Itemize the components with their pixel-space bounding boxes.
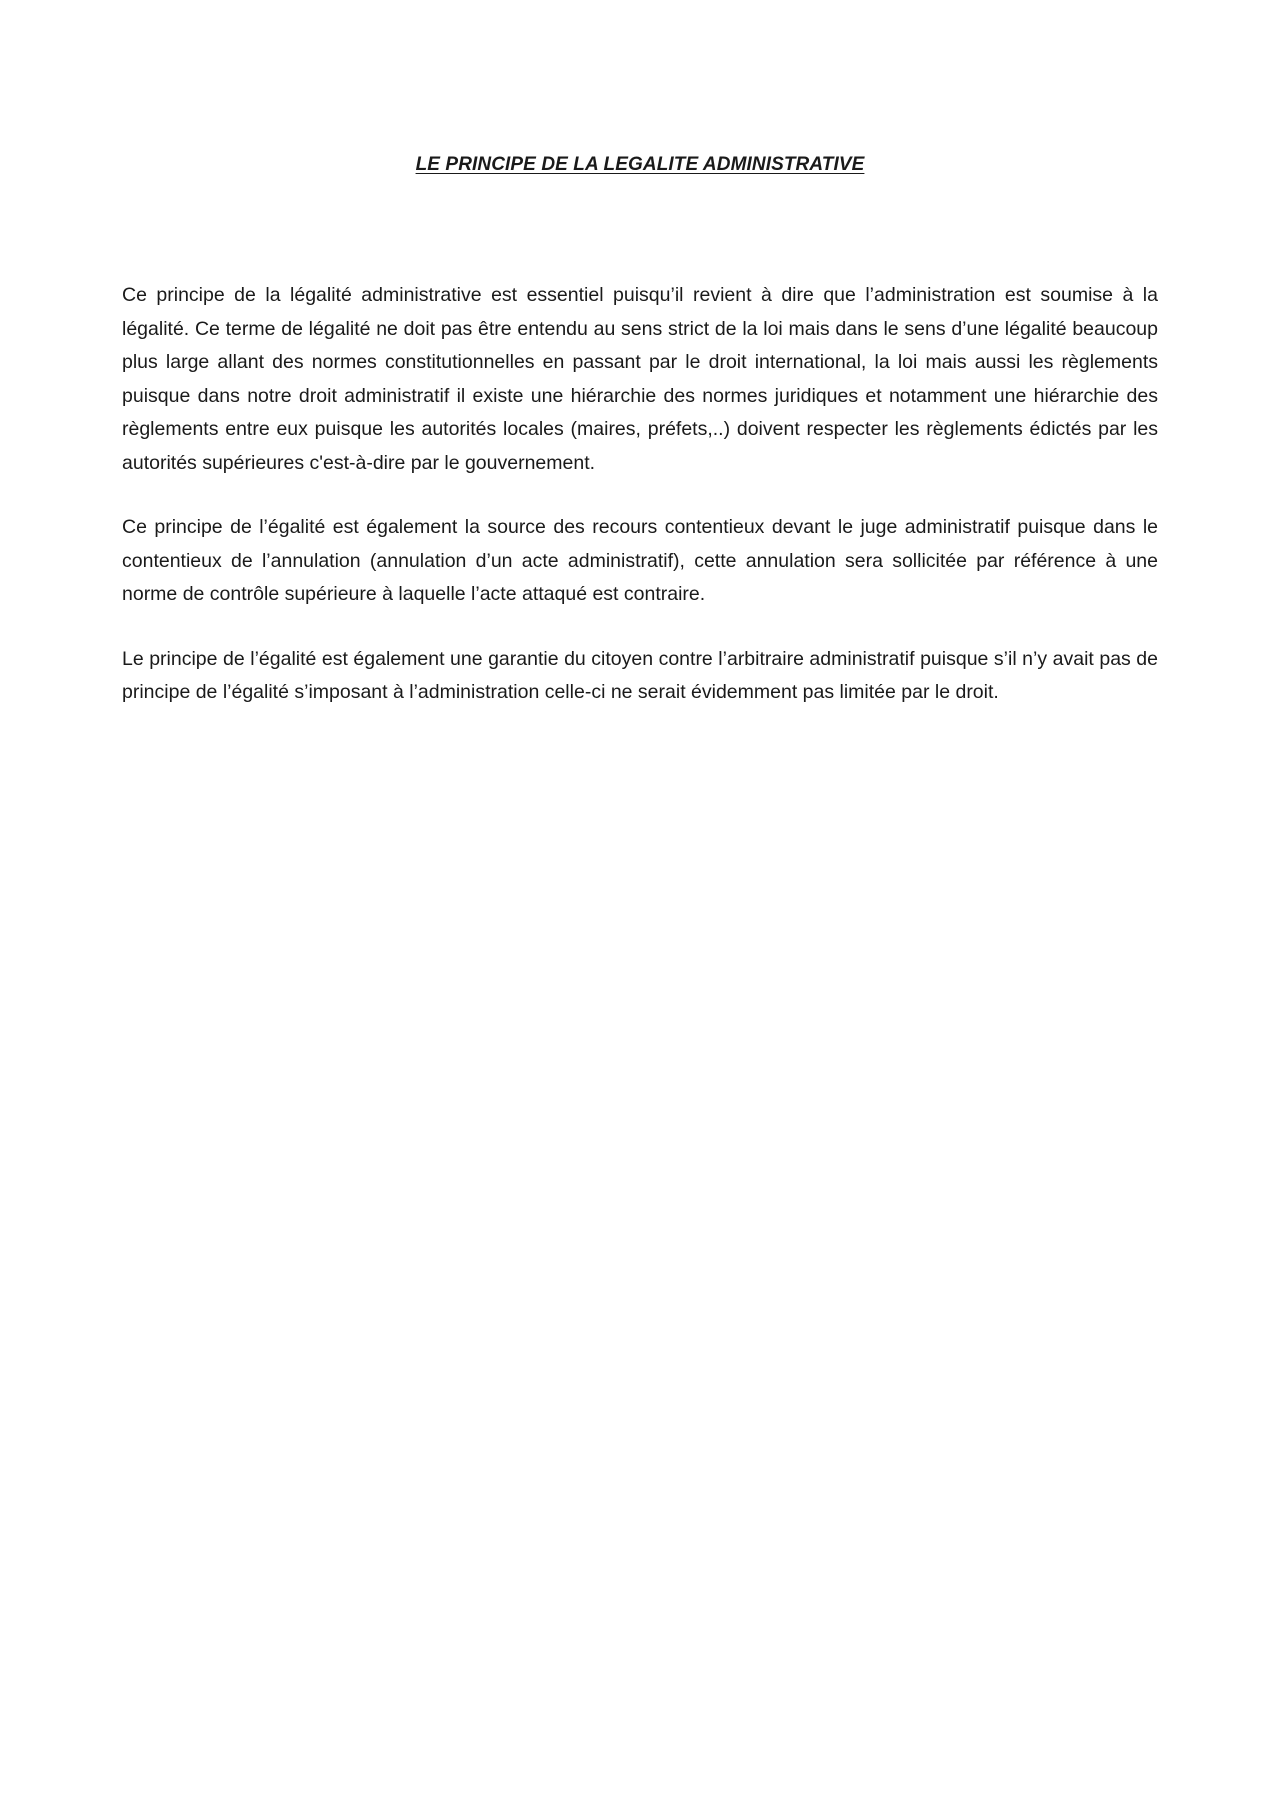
document-title: LE PRINCIPE DE LA LEGALITE ADMINISTRATIVE: [415, 154, 865, 175]
paragraph-1: Ce principe de la légalité administrative est essentiel puisqu’il revient à dire que l’administration est soumise à la légalité. Ce terme de légalité ne doit pas être entendu au sens strict de la loi mais dans le sens d’une légalité beaucoup plus large allant des normes constitutionnelles en passant par le droit international, la loi mais aussi les règlements puisque dans notre droit administratif il existe une hiérarchie des normes juridiques et notamment une hiérarchie des règlements entre eux puisque les autorités locales (maires, préfets,..) doivent respecter les règlements édictés par les autorités supérieures c'est-à-dire par le gouvernement.: [122, 284, 1158, 474]
document-body: [122, 279, 1158, 741]
paragraph-2: Ce principe de l’égalité est également la source des recours contentieux devant le juge administratif puisque dans le contentieux de l’annulation (annulation d’un acte administratif), cette annulation sera sollicitée par référence à une norme de contrôle supérieure à laquelle l’acte attaqué est contraire.: [122, 516, 1158, 605]
paragraph-3: Le principe de l’égalité est également une garantie du citoyen contre l’arbitraire administratif puisque s’il n’y avait pas de principe de l’égalité s’imposant à l’administration celle-ci ne serait évidemment pas limitée par le droit.: [122, 647, 1158, 703]
